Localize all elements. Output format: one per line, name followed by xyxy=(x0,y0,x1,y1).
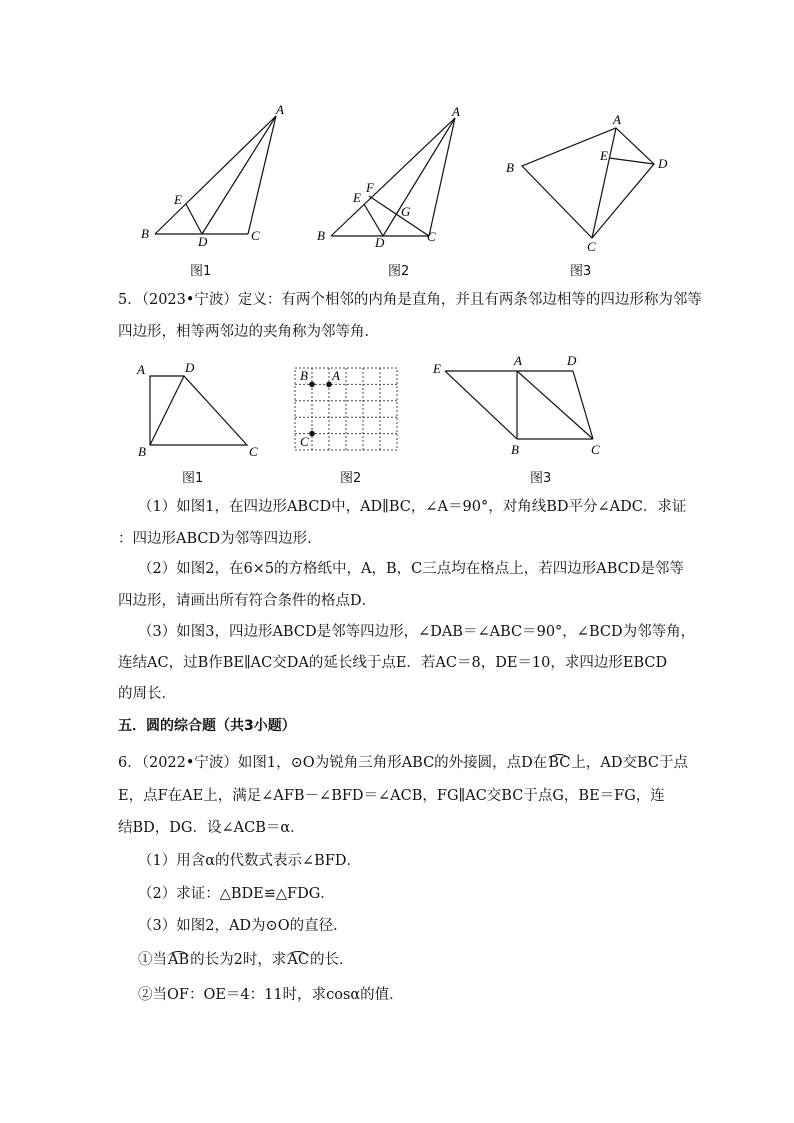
grid-point-C xyxy=(309,431,315,437)
label-D: D xyxy=(567,353,577,368)
q6-line1-end: 上，AD交BC于点 xyxy=(571,755,688,771)
section-heading: 五．圆的综合题（共3小题） xyxy=(118,718,296,734)
arc-BC: BC xyxy=(548,755,571,771)
arc-AB: AB xyxy=(168,952,190,968)
q6-part2: （2）求证：△BDE≌△FDG． xyxy=(138,886,335,902)
q5-fig2-caption: 图2 xyxy=(340,471,362,486)
q5-part2-line1: （2）如图2，在6×5的方格纸中，A，B，C三点均在格点上，若四边形ABCD是邻等 xyxy=(138,561,684,577)
label-C: C xyxy=(591,442,600,457)
q5-figure-2-grid xyxy=(290,362,402,456)
label-B: B xyxy=(300,368,308,383)
q6-sub2: ②当OF：OE＝4：11时，求cosα的值． xyxy=(138,987,404,1003)
q5-part2-line2: 四边形，请画出所有符合条件的格点D． xyxy=(118,593,377,609)
q5-fig3-caption: 图3 xyxy=(530,471,552,486)
q6-line3: 结BD，DG．设∠ACB＝α． xyxy=(118,820,305,836)
top-figure-3 xyxy=(500,108,680,258)
label-A: A xyxy=(332,368,340,383)
label-E: E xyxy=(433,361,441,376)
label-C: C xyxy=(251,228,260,243)
q5-figure-3 xyxy=(425,350,615,462)
q6-part3: （3）如图2，AD为⊙O的直径． xyxy=(138,918,348,934)
q5-figure-1 xyxy=(130,356,270,466)
label-C: C xyxy=(587,239,596,254)
q5-part1-line1: （1）如图1，在四边形ABCD中，AD∥BC，∠A＝90°，对角线BD平分∠ADC．求证 xyxy=(138,499,687,515)
label-A: A xyxy=(613,112,621,127)
q6-sub1 xyxy=(138,950,353,970)
label-B: B xyxy=(141,226,149,241)
label-A: A xyxy=(137,362,145,377)
q6-line1-start: 6．（2022•宁波）如图1，⊙O为锐角三角形ABC的外接圆，点D在 xyxy=(118,755,548,771)
label-G: G xyxy=(401,204,411,219)
grid-point-A xyxy=(326,382,332,388)
label-A: A xyxy=(514,353,522,368)
label-C: C xyxy=(300,434,309,449)
grid-point-B xyxy=(309,382,315,388)
top-figure-2 xyxy=(313,100,473,250)
q6-line1 xyxy=(118,753,688,773)
label-D: D xyxy=(375,235,385,250)
label-E: E xyxy=(174,192,182,207)
q5-part3-line1: （3）如图3，四边形ABCD是邻等四边形，∠DAB＝∠ABC＝90°，∠BCD为邻等角， xyxy=(138,624,696,640)
q6-line2: E，点F在AE上，满足∠AFB－∠BFD＝∠ACB，FG∥AC交BC于点G，BE＝FG，连 xyxy=(118,788,665,804)
label-C: C xyxy=(249,444,258,459)
q5-part3-line2: 连结AC，过B作BE∥AC交DA的延长线于点E．若AC＝8，DE＝10，求四边形EBCD xyxy=(118,655,668,671)
q5-part1-line2: ：四边形ABCD为邻等四边形． xyxy=(118,531,322,547)
q6-sub1-mid: 的长为2时，求 xyxy=(190,952,287,968)
q5-part3-line3: 的周长． xyxy=(118,686,176,702)
label-D: D xyxy=(658,156,668,171)
arc-AC: AC xyxy=(287,952,309,968)
q5-intro-line2: 四边形，相等两邻边的夹角称为邻等角． xyxy=(118,324,379,340)
label-E: E xyxy=(600,148,608,163)
label-F: F xyxy=(366,180,374,195)
q5-intro-line1: 5．（2023•宁波）定义：有两个相邻的内角是直角，并且有两条邻边相等的四边形称为邻等 xyxy=(118,292,702,308)
top-fig2-caption: 图2 xyxy=(388,264,410,279)
label-B: B xyxy=(506,160,514,175)
q6-part1: （1）用含α的代数式表示∠BFD． xyxy=(138,853,362,869)
label-B: B xyxy=(138,444,146,459)
top-fig3-caption: 图3 xyxy=(570,264,592,279)
label-B: B xyxy=(317,228,325,243)
top-fig1-caption: 图1 xyxy=(190,264,212,279)
q5-fig1-caption: 图1 xyxy=(182,471,204,486)
label-D: D xyxy=(185,360,195,375)
label-A: A xyxy=(452,104,460,119)
label-E: E xyxy=(353,190,361,205)
q6-sub1-end: 的长． xyxy=(309,952,354,968)
top-figure-1 xyxy=(135,100,295,250)
label-C: C xyxy=(427,229,436,244)
q6-sub1-start: ①当 xyxy=(138,952,167,968)
label-D: D xyxy=(198,234,208,249)
label-A: A xyxy=(276,102,284,117)
label-B: B xyxy=(511,442,519,457)
